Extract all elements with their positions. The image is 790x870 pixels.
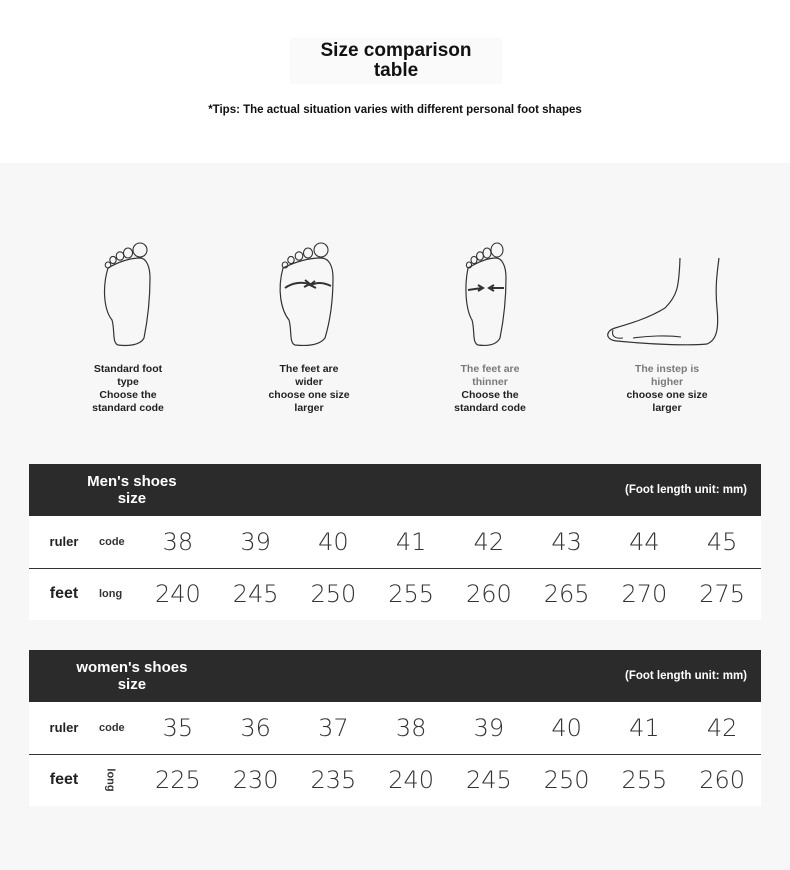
header-section [0,0,790,163]
foot-length-cell: 255 [606,754,684,806]
size-code-cell: 39 [217,516,295,568]
womens-header-row [29,650,761,702]
row-label-ruler: ruler [29,702,99,754]
womens-table-title: women's shoes size [29,650,217,702]
thin-foot-icon [400,218,580,358]
foot-length-cell: 245 [450,754,528,806]
size-code-cell: 38 [372,702,450,754]
mens-code-row [29,516,761,568]
size-code-cell: 40 [528,702,606,754]
size-code-cell: 40 [295,516,373,568]
foot-type-thinner [400,218,580,418]
mens-header-row [29,464,761,516]
page-title [290,38,502,84]
foot-length-cell: 260 [450,568,528,620]
size-code-cell: 41 [372,516,450,568]
standard-foot-icon [38,218,218,358]
foot-length-cell: 270 [606,568,684,620]
womens-size-table [29,650,761,806]
row-label-long: long [99,568,139,620]
foot-length-cell: 240 [372,754,450,806]
foot-length-cell: 265 [528,568,606,620]
foot-caption-thinner: The feet are thinner Choose the standard code [454,363,526,414]
mens-size-table [29,464,761,620]
row-label-code: code [99,516,139,568]
tips-text: *Tips: The actual situation varies with different personal foot shapes [208,104,582,116]
foot-length-cell: 235 [295,754,373,806]
mens-unit-note: (Foot length unit: mm) [217,464,761,516]
womens-length-row [29,754,761,806]
size-code-cell: 35 [139,702,217,754]
wide-foot-icon [219,218,399,358]
foot-caption-wider: The feet are wider choose one size larger [268,363,350,414]
size-code-cell: 44 [606,516,684,568]
content-panel [0,163,790,870]
foot-type-wider [219,218,399,418]
size-code-cell: 41 [606,702,684,754]
size-code-cell: 43 [528,516,606,568]
high-instep-foot-icon [577,218,757,358]
foot-length-cell: 250 [295,568,373,620]
row-label-feet: feet [29,754,99,806]
foot-type-standard [38,218,218,418]
size-code-cell: 37 [295,702,373,754]
foot-caption-standard: Standard foot type Choose the standard code [92,363,164,414]
foot-length-cell: 260 [683,754,761,806]
mens-length-row [29,568,761,620]
row-label-code: code [99,702,139,754]
foot-caption-high-instep: The instep is higher choose one size larger [626,363,708,414]
size-code-cell: 38 [139,516,217,568]
size-code-cell: 36 [217,702,295,754]
foot-length-cell: 240 [139,568,217,620]
foot-length-cell: 245 [217,568,295,620]
page-title-line1: Size comparison [320,40,472,61]
row-label-long: long [99,754,139,806]
womens-unit-note: (Foot length unit: mm) [217,650,761,702]
row-label-ruler: ruler [29,516,99,568]
foot-length-cell: 255 [372,568,450,620]
page-title-line2: table [373,60,419,81]
foot-type-high-instep [577,218,757,418]
foot-length-cell: 225 [139,754,217,806]
size-code-cell: 39 [450,702,528,754]
size-code-cell: 42 [683,702,761,754]
foot-length-cell: 250 [528,754,606,806]
womens-code-row [29,702,761,754]
size-code-cell: 45 [683,516,761,568]
mens-table-title: Men's shoes size [29,464,217,516]
row-label-feet: feet [29,568,99,620]
foot-length-cell: 275 [683,568,761,620]
size-code-cell: 42 [450,516,528,568]
foot-length-cell: 230 [217,754,295,806]
